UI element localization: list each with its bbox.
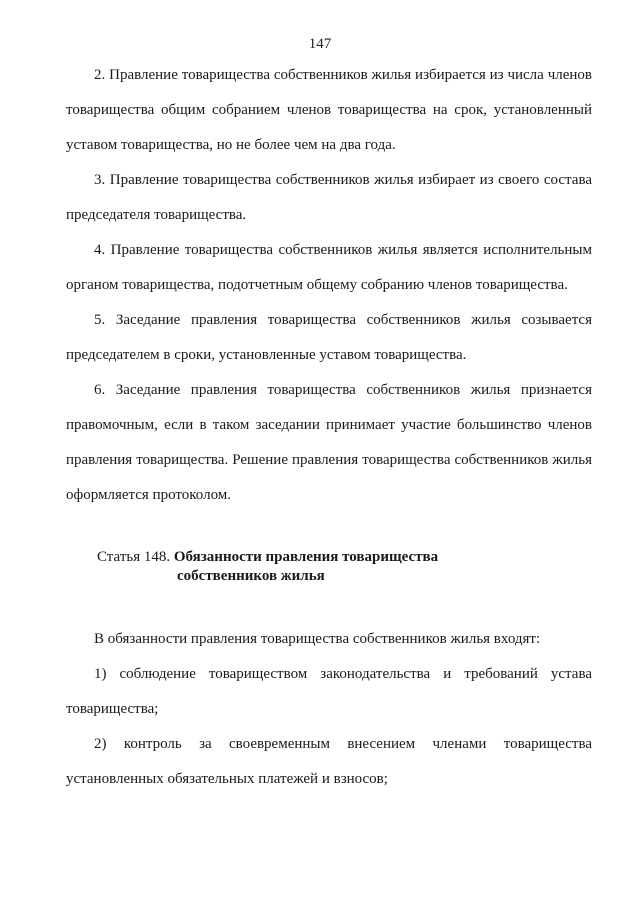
- paragraph-6: 6. Заседание правления товарищества собственников жилья признается правомочным, если в таком заседании принимает участие большинство членов правления товарищества. Решение правления товарищества собственников жилья оформляется протоколом.: [66, 382, 592, 503]
- paragraph-intro: В обязанности правления товарищества собственников жилья входят:: [94, 631, 541, 647]
- article-title-line-1: Обязанности правления товарищества: [173, 549, 439, 565]
- article-148-heading: [97, 548, 438, 586]
- paragraph-3: 3. Правление товарищества собственников жилья избирает из своего состава председателя товарищества.: [66, 172, 592, 223]
- page-number: 147: [308, 36, 332, 52]
- list-item-1: 1) соблюдение товариществом законодательства и требований устава товарищества;: [66, 666, 592, 717]
- paragraph-4: 4. Правление товарищества собственников жилья является исполнительным органом товарищества, подотчетным общему собранию членов товарищества.: [66, 242, 592, 293]
- list-item-2: 2) контроль за своевременным внесением членами товарищества установленных обязательных платежей и взносов;: [66, 736, 592, 787]
- article-title-line-2: собственников жилья: [177, 568, 325, 584]
- article-147-continuation: [66, 58, 592, 513]
- paragraph-2: 2. Правление товарищества собственников жилья избирается из числа членов товарищества общим собранием членов товарищества на срок, установленный уставом товарищества, но не более чем на два года.: [66, 67, 592, 153]
- article-label: Статья 148.: [97, 549, 171, 565]
- paragraph-5: 5. Заседание правления товарищества собственников жилья созывается председателем в сроки, установленные уставом товарищества.: [66, 312, 592, 363]
- article-148-body: [66, 622, 592, 797]
